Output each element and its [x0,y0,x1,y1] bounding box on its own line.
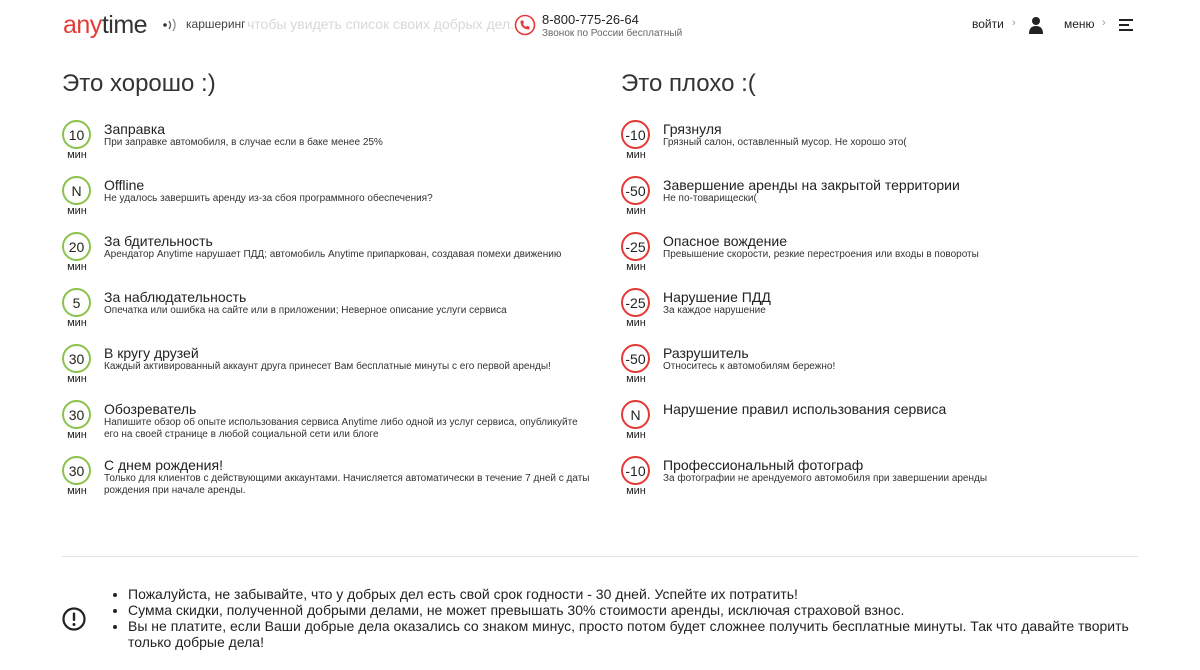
phone-note: Звонок по России бесплатный [542,28,683,39]
item-title: Нарушение ПДД [663,289,771,305]
minutes-unit: мин [626,261,646,273]
list-item [62,120,602,176]
good-deeds-column [62,70,602,497]
phone-number[interactable]: 8-800-775-26-64 [542,12,639,27]
item-title: С днем рождения! [104,457,223,473]
item-title: Разрушитель [663,345,749,361]
item-description: За каждое нарушение [663,305,766,316]
bad-deeds-column [621,70,1161,497]
item-title: Нарушение правил использования сервиса [663,401,947,417]
item-description: Напишите обзор об опыте использования сервиса Anytime либо одной из услуг сервиса, опубликуйте его на своей странице в любой социальной сети или блоге [104,417,578,440]
note-item: • Пожалуйста, не забывайте, что у добрых дел есть свой срок годности - 30 дней. Успейте их потратить! [128,586,1138,602]
item-description: За фотографии не арендуемого автомобиля при завершении аренды [663,473,988,484]
minutes-badge: 5 [62,288,91,317]
item-title: Заправка [104,121,166,137]
minutes-badge: -25 [621,288,650,317]
list-item [621,288,1161,344]
minutes-badge: 20 [62,232,91,261]
site-header [0,0,1200,50]
list-item [62,288,602,344]
item-title: Профессиональный фотограф [663,457,864,473]
section-divider [62,556,1138,557]
item-title: За бдительность [104,233,213,249]
minutes-badge: 30 [62,344,91,373]
list-item [621,400,1161,456]
bad-deeds-title: Это плохо :( [621,70,756,97]
list-item [621,456,1161,512]
item-description: Превышение скорости, резкие перестроения или входы в повороты [663,249,979,260]
minutes-unit: мин [67,373,87,385]
minutes-unit: мин [67,485,87,497]
item-title: В кругу друзей [104,345,199,361]
background-hint-text: чтобы увидеть список своих добрых дел. [247,16,515,32]
minutes-unit: мин [626,373,646,385]
list-item [621,344,1161,400]
notes-list [110,586,1138,650]
list-item [621,232,1161,288]
chevron-right-icon: › [1012,17,1016,29]
item-title: Обозреватель [104,401,197,417]
list-item [62,344,602,400]
list-item [62,400,602,456]
item-title: Опасное вождение [663,233,788,249]
menu-link[interactable]: меню [1064,17,1095,31]
list-item [621,120,1161,176]
minutes-badge: N [62,176,91,205]
user-icon[interactable] [1028,16,1044,34]
list-item [621,176,1161,232]
minutes-unit: мин [626,429,646,441]
item-title: Offline [104,177,145,193]
minutes-unit: мин [67,149,87,161]
note-item: • Вы не платите, если Ваши добрые дела оказались со знаком минус, просто потом будет сложнее получить бесплатные минуты. Так что давайте творить только добрые дела! [128,618,1138,650]
list-item [62,456,602,512]
chevron-right-icon: › [1102,17,1106,29]
item-description: Грязный салон, оставленный мусор. Не хорошо это( [663,137,907,148]
phone-icon [514,14,536,36]
item-description: Относитесь к автомобилям бережно! [663,361,836,372]
minutes-unit: мин [626,485,646,497]
item-title: Завершение аренды на закрытой территории [663,177,960,193]
minutes-unit: мин [626,317,646,329]
minutes-badge: -50 [621,176,650,205]
item-description: Не по-товарищески( [663,193,757,204]
minutes-unit: мин [67,261,87,273]
minutes-unit: мин [67,429,87,441]
item-description: Арендатор Anytime нарушает ПДД; автомобиль Anytime припаркован, создавая помехи движению [104,249,562,260]
good-deeds-list [62,120,602,512]
minutes-unit: мин [626,205,646,217]
minutes-badge: 30 [62,456,91,485]
minutes-badge: 10 [62,120,91,149]
brand-subtitle: каршеринг [186,17,246,31]
item-description: Опечатка или ошибка на сайте или в приложении; Неверное описание услуги сервиса [104,305,507,316]
login-link[interactable]: войти [972,17,1004,31]
item-title: Грязнуля [663,121,722,137]
exclamation-circle-icon [62,607,86,631]
note-item: • Сумма скидки, полученной добрыми делами, не может превышать 30% стоимости аренды, исключая страховой взнос. [128,602,1138,618]
bad-deeds-list [621,120,1161,512]
logo-time: time [101,11,148,39]
anytime-logo[interactable] [63,11,147,39]
logo-any: any [63,11,102,39]
hamburger-icon[interactable] [1119,18,1133,32]
minutes-badge: N [621,400,650,429]
good-deeds-title: Это хорошо :) [62,70,216,97]
minutes-badge: -10 [621,120,650,149]
item-title: За наблюдательность [104,289,247,305]
minutes-badge: 30 [62,400,91,429]
list-item [62,232,602,288]
item-description: Не удалось завершить аренду из-за сбоя программного обеспечения? [104,193,433,204]
item-description: Каждый активированный аккаунт друга принесет Вам бесплатные минуты с его первой аренды! [104,361,551,372]
minutes-unit: мин [626,149,646,161]
item-description: Только для клиентов с действующими аккаунтами. Начисляется автоматически в течение 7 дней с даты рождения при начале аренды. [104,473,590,496]
minutes-badge: -10 [621,456,650,485]
minutes-badge: -50 [621,344,650,373]
list-item [62,176,602,232]
sound-wave-icon [162,16,180,34]
item-description: При заправке автомобиля, в случае если в баке менее 25% [104,137,383,148]
minutes-unit: мин [67,317,87,329]
minutes-unit: мин [67,205,87,217]
minutes-badge: -25 [621,232,650,261]
